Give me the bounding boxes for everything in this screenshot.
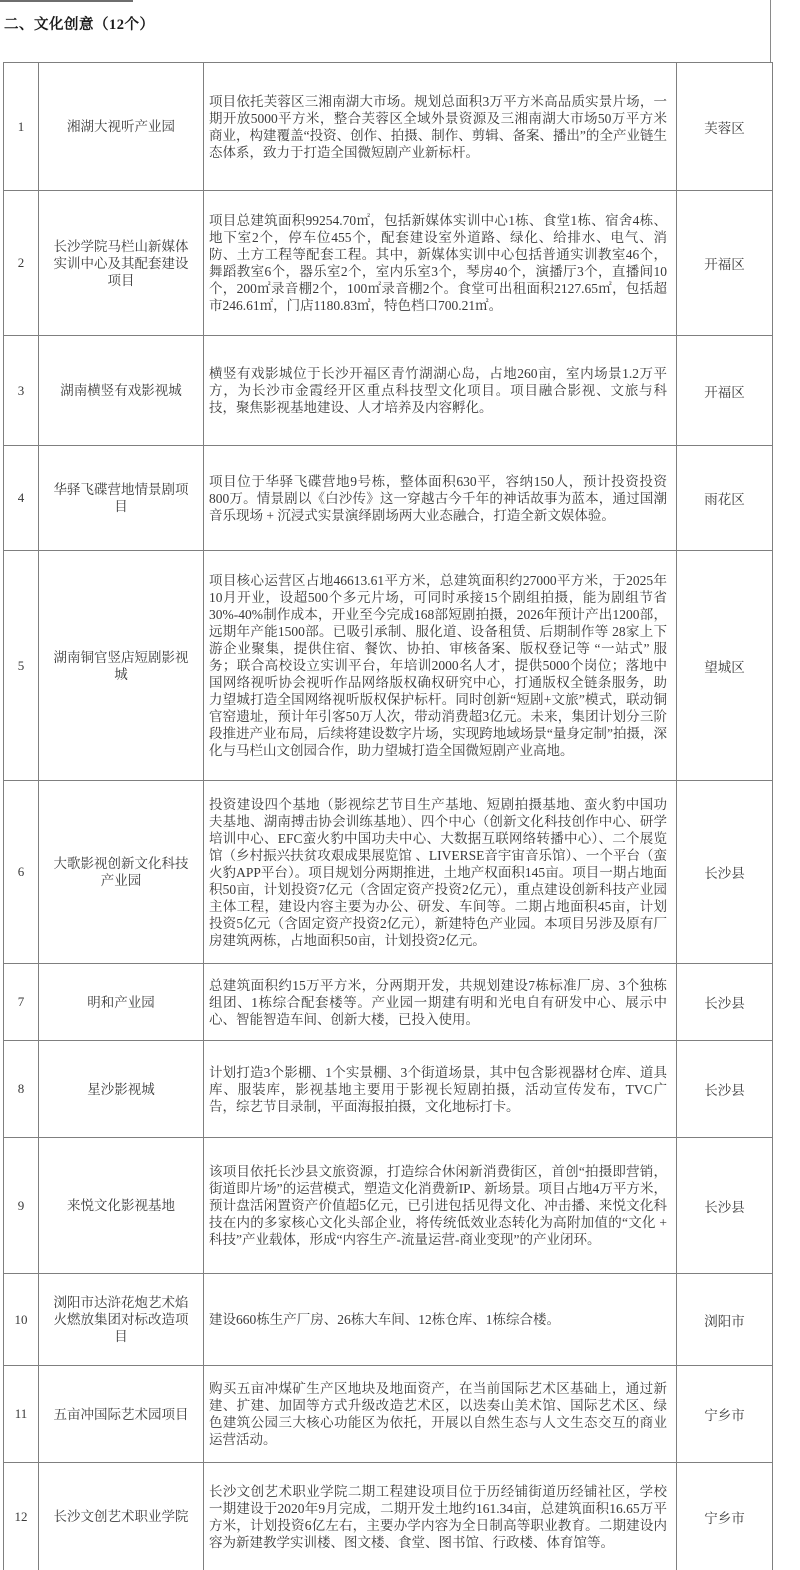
district-cell: 宁乡市 [677, 1463, 773, 1570]
district-cell: 开福区 [677, 336, 773, 446]
project-description-cell: 横竖有戏影城位于长沙开福区青竹湖湖心岛，占地260亩，室内场景1.2万平方，为长沙市金霞经开区重点科技型文化项目。项目融合影视、文旅与科技，聚焦影视基地建设、人才培养及内容孵化。 [204, 336, 677, 446]
project-name-cell: 明和产业园 [39, 964, 204, 1041]
district-cell: 浏阳市 [677, 1274, 773, 1366]
row-number-cell: 2 [4, 191, 39, 336]
row-number-cell: 7 [4, 964, 39, 1041]
district-cell: 开福区 [677, 191, 773, 336]
project-name-cell: 湘湖大视听产业园 [39, 63, 204, 191]
page-right-border [770, 0, 771, 63]
table-row [4, 191, 773, 336]
table-row [4, 1463, 773, 1570]
project-description-cell: 项目位于华驿飞碟营地9号栋，整体面积630平，容纳150人，预计投资投资800万。情景剧以《白沙传》这一穿越古今千年的神话故事为蓝本，通过国潮音乐现场 + 沉浸式实景演绎剧场两大业态融合，打造全新文娱体验。 [204, 446, 677, 551]
district-cell: 芙蓉区 [677, 63, 773, 191]
project-description-cell: 项目总建筑面积99254.70㎡，包括新媒体实训中心1栋、食堂1栋、宿舍4栋、地下室2个，停车位455个，配套建设室外道路、绿化、给排水、电气、消防、土方工程等配套工程。其中，新媒体实训中心包括普通实训教室46个，舞蹈教室6个，器乐室2个，室内乐室3个，琴房40个，演播厅3个，直播间10个，200㎡录音棚2个，100㎡录音棚2个。食堂可出租面积2127.65㎡，包括超市246.61㎡，门店1180.83㎡，特色档口700.21㎡。 [204, 191, 677, 336]
table-row [4, 1366, 773, 1463]
district-cell: 长沙县 [677, 1138, 773, 1274]
table-row [4, 551, 773, 781]
row-number-cell: 9 [4, 1138, 39, 1274]
row-number-cell: 1 [4, 63, 39, 191]
table-row [4, 1041, 773, 1138]
row-number-cell: 11 [4, 1366, 39, 1463]
project-name-cell: 星沙影视城 [39, 1041, 204, 1138]
row-number-cell: 6 [4, 781, 39, 964]
project-name-cell: 长沙学院马栏山新媒体实训中心及其配套建设项目 [39, 191, 204, 336]
project-description-cell: 建设660栋生产厂房、26栋大车间、12栋仓库、1栋综合楼。 [204, 1274, 677, 1366]
table-row [4, 781, 773, 964]
project-name-cell: 湖南横竖有戏影视城 [39, 336, 204, 446]
table-row [4, 964, 773, 1041]
project-description-cell: 计划打造3个影棚、1个实景棚、3个街道场景，其中包含影视器材仓库、道具库、服装库，影视基地主要用于影视长短剧拍摄，活动宣传发布，TVC广告，综艺节目录制，平面海报拍摄，文化地标打卡。 [204, 1041, 677, 1138]
project-description-cell: 购买五亩冲煤矿生产区地块及地面资产，在当前国际艺术区基础上，通过新建、扩建、加固等方式升级改造艺术区，以迭奏山美术馆、国际艺术区、绿色建筑公园三大核心功能区为依托，开展以自然生态与人文生态交互的商业运营活动。 [204, 1366, 677, 1463]
district-cell: 雨花区 [677, 446, 773, 551]
row-number-cell: 5 [4, 551, 39, 781]
project-name-cell: 来悦文化影视基地 [39, 1138, 204, 1274]
district-cell: 长沙县 [677, 1041, 773, 1138]
project-name-cell: 华驿飞碟营地情景剧项目 [39, 446, 204, 551]
projects-table [3, 62, 773, 1570]
project-description-cell: 项目依托芙蓉区三湘南湖大市场。规划总面积3万平方米高品质实景片场，一期开放5000平方米，整合芙蓉区全域外景资源及三湘南湖大市场50万平方米商业，构建覆盖“投资、创作、拍摄、制作、剪辑、备案、播出”的全产业链生态体系，致力于打造全国微短剧产业新标杆。 [204, 63, 677, 191]
project-name-cell: 五亩冲国际艺术园项目 [39, 1366, 204, 1463]
previous-table-bottom-border [0, 0, 133, 2]
project-description-cell: 该项目依托长沙县文旅资源，打造综合休闲新消费街区，首创“拍摄即营销，街道即片场”的运营模式，塑造文化消费新IP、新场景。项目占地4万平方米，预计盘活闲置资产价值超5亿元，已引进包括见得文化、冲击播、来悦文化科技在内的多家核心文化头部企业，将传统低效业态转化为高附加值的“文化 + 科技”产业载体，形成“内容生产-流量运营-商业变现”的产业闭环。 [204, 1138, 677, 1274]
project-description-cell: 长沙文创艺术职业学院二期工程建设项目位于历经铺街道历经铺社区，学校一期建设于2020年9月完成，二期开发土地约161.34亩，总建筑面积16.65万平方米，计划投资6亿左右，主要办学内容为全日制高等职业教育。二期建设内容为新建教学实训楼、图文楼、食堂、图书馆、行政楼、体育馆等。 [204, 1463, 677, 1570]
table-row [4, 1274, 773, 1366]
project-name-cell: 长沙文创艺术职业学院 [39, 1463, 204, 1570]
section-title: 二、文化创意（12个） [4, 17, 155, 33]
row-number-cell: 10 [4, 1274, 39, 1366]
row-number-cell: 8 [4, 1041, 39, 1138]
district-cell: 长沙县 [677, 964, 773, 1041]
table-row [4, 1138, 773, 1274]
project-name-cell: 湖南铜官竖店短剧影视城 [39, 551, 204, 781]
table-row [4, 336, 773, 446]
project-description-cell: 投资建设四个基地（影视综艺节目生产基地、短剧拍摄基地、蛮火豹中国功夫基地、湖南搏击协会训练基地）、四个中心（创新文化科技创作中心、研学培训中心、EFC蛮火豹中国功夫中心、大数据互联网络转播中心）、二个展览馆（乡村振兴扶贫攻艰成果展览馆 、LIVERSE音宇宙音乐馆）、一个平台（蛮火豹APP平台）。项目规划分两期推进，土地产权面积145亩。项目一期占地面积50亩，计划投资7亿元（含固定资产投资2亿元），重点建设创新科技产业园主体工程，建设内容主要为办公、研发、车间等。二期占地面积45亩，计划投资5亿元（含固定资产投资2亿元），新建特色产业园。本项目另涉及原有厂房建筑两栋，占地面积50亩，计划投资2亿元。 [204, 781, 677, 964]
table-row [4, 63, 773, 191]
row-number-cell: 4 [4, 446, 39, 551]
project-name-cell: 浏阳市达浒花炮艺术焰火燃放集团对标改造项目 [39, 1274, 204, 1366]
project-description-cell: 项目核心运营区占地46613.61平方米，总建筑面积约27000平方米，于2025年10月开业，设超500个多元片场，可同时承接15个剧组拍摄，能为剧组节省30%-40%制作成本，开业至今完成168部短剧拍摄，2026年预计产出1200部，远期年产能1500部。已吸引承制、服化道、设备租赁、后期制作等 28家上下游企业聚集，提供住宿、餐饮、协拍、审核备案、版权登记等 “一站式” 服务；联合高校设立实训平台，年培训2000名人才，提供5000个岗位；落地中国网络视听协会视听作品网络版权确权研究中心，打通版权全链条服务，助力望城打造全国网络视听版权保护标杆。同时创新“短剧+文旅”模式，联动铜官窑遗址，预计年引客50万人次，带动消费超3亿元。未来，集团计划分三阶段推进产业布局，后续将建设数字片场，实现跨地域场景“量身定制”拍摄，深化与马栏山文创园合作，助力望城打造全国微短剧产业高地。 [204, 551, 677, 781]
projects-table-body [4, 63, 773, 1570]
district-cell: 望城区 [677, 551, 773, 781]
district-cell: 宁乡市 [677, 1366, 773, 1463]
project-name-cell: 大歌影视创新文化科技产业园 [39, 781, 204, 964]
table-row [4, 446, 773, 551]
project-description-cell: 总建筑面积约15万平方米，分两期开发，共规划建设7栋标准厂房、3个独栋组团、1栋综合配套楼等。产业园一期建有明和光电自有研发中心、展示中心、智能智造车间、创新大楼，已投入使用。 [204, 964, 677, 1041]
row-number-cell: 12 [4, 1463, 39, 1570]
row-number-cell: 3 [4, 336, 39, 446]
district-cell: 长沙县 [677, 781, 773, 964]
